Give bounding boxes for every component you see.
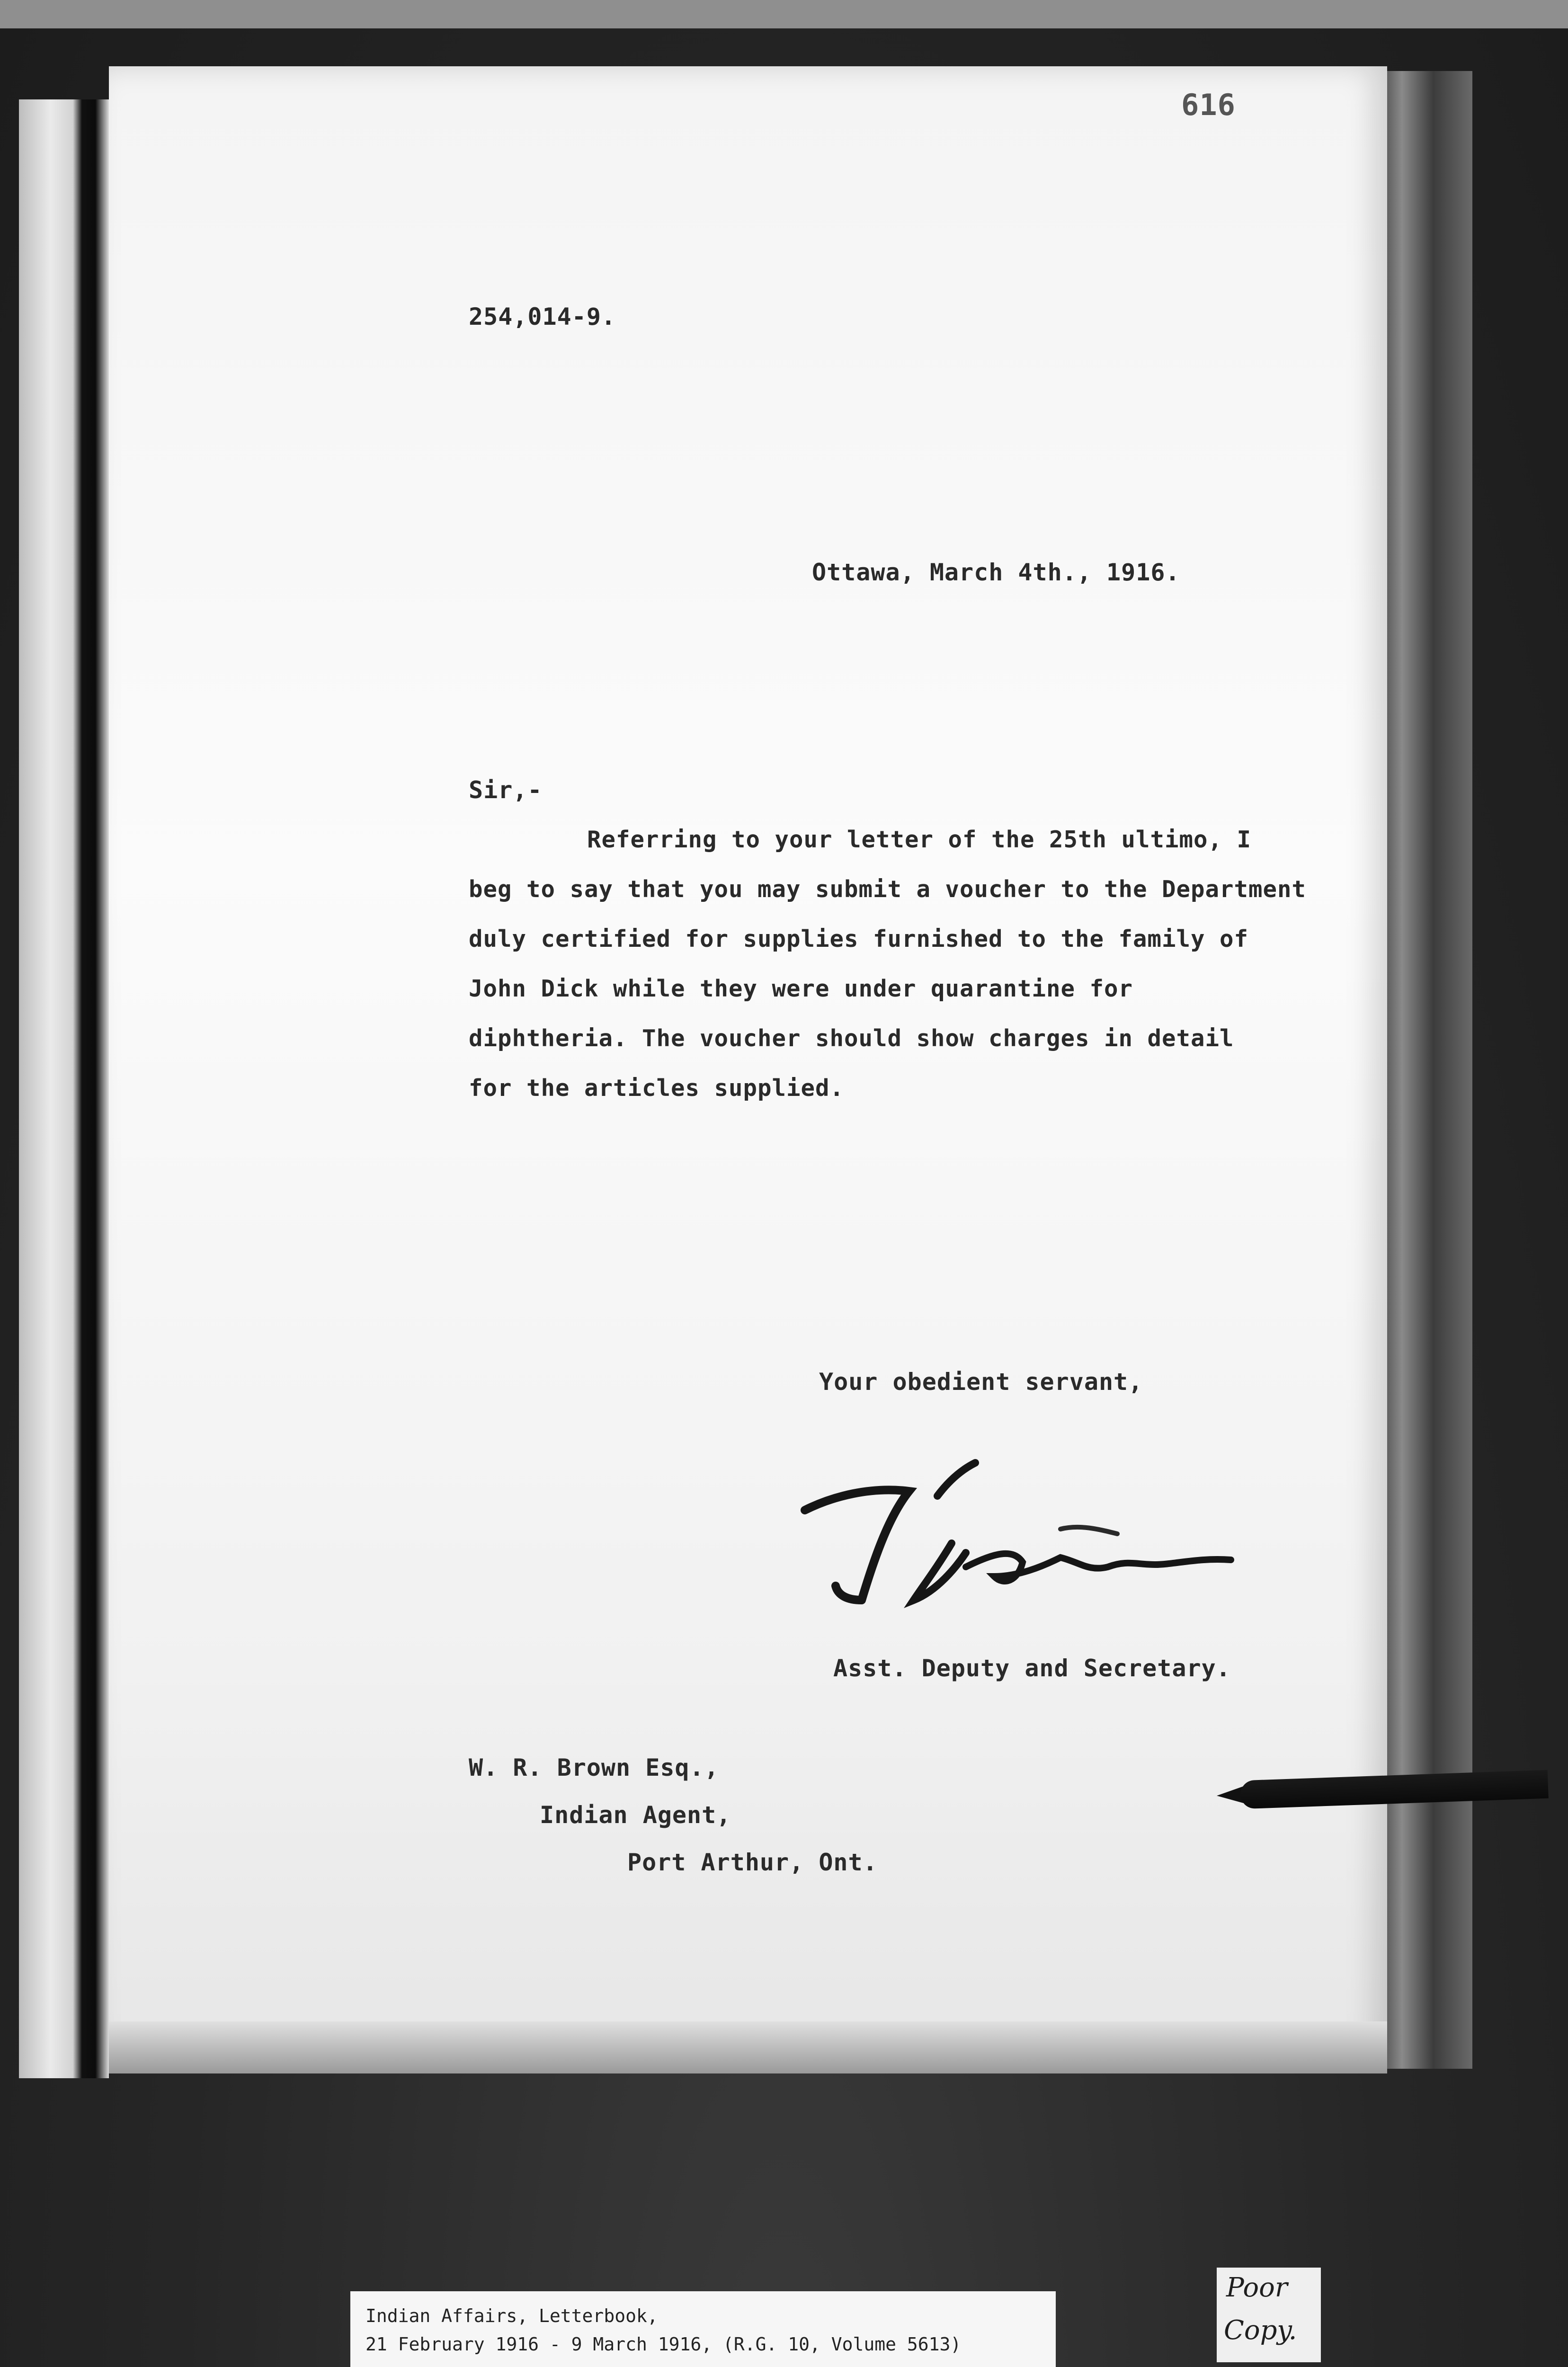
book-bottom-edge [109,2021,1387,2073]
closing-line: Your obedient servant, [819,1368,1143,1396]
handwritten-note-line: Poor [1226,2272,1288,2303]
book-spine-edge [19,99,109,2078]
letter-page [109,66,1387,2073]
body-line: John Dick while they were under quarantine for [469,975,1133,1002]
handwritten-signature [795,1458,1240,1628]
recipient-location: Port Arthur, Ont. [627,1849,878,1876]
salutation: Sir,- [469,776,543,804]
catalogue-label-line: Indian Affairs, Letterbook, [365,2305,658,2326]
handwritten-note-line: Copy. [1224,2315,1297,2346]
film-top-strip [0,0,1568,28]
catalogue-label-slip [350,2291,1056,2367]
body-line: diphtheria. The voucher should show charges in detail [469,1025,1234,1052]
date-line: Ottawa, March 4th., 1916. [812,559,1180,586]
page-number: 616 [1181,88,1236,122]
signer-title: Asst. Deputy and Secretary. [833,1655,1231,1682]
body-line: beg to say that you may submit a voucher to the Department [469,876,1307,903]
body-line: duly certified for supplies furnished to the family of [469,925,1249,952]
body-line: for the articles supplied. [469,1075,845,1102]
body-line: Referring to your letter of the 25th ultimo, I [587,826,1252,853]
file-number: 254,014-9. [469,303,616,330]
recipient-name: W. R. Brown Esq., [469,1754,719,1781]
catalogue-label-line: 21 February 1916 - 9 March 1916, (R.G. 10, Volume 5613) [365,2334,962,2355]
recipient-position: Indian Agent, [540,1801,731,1829]
